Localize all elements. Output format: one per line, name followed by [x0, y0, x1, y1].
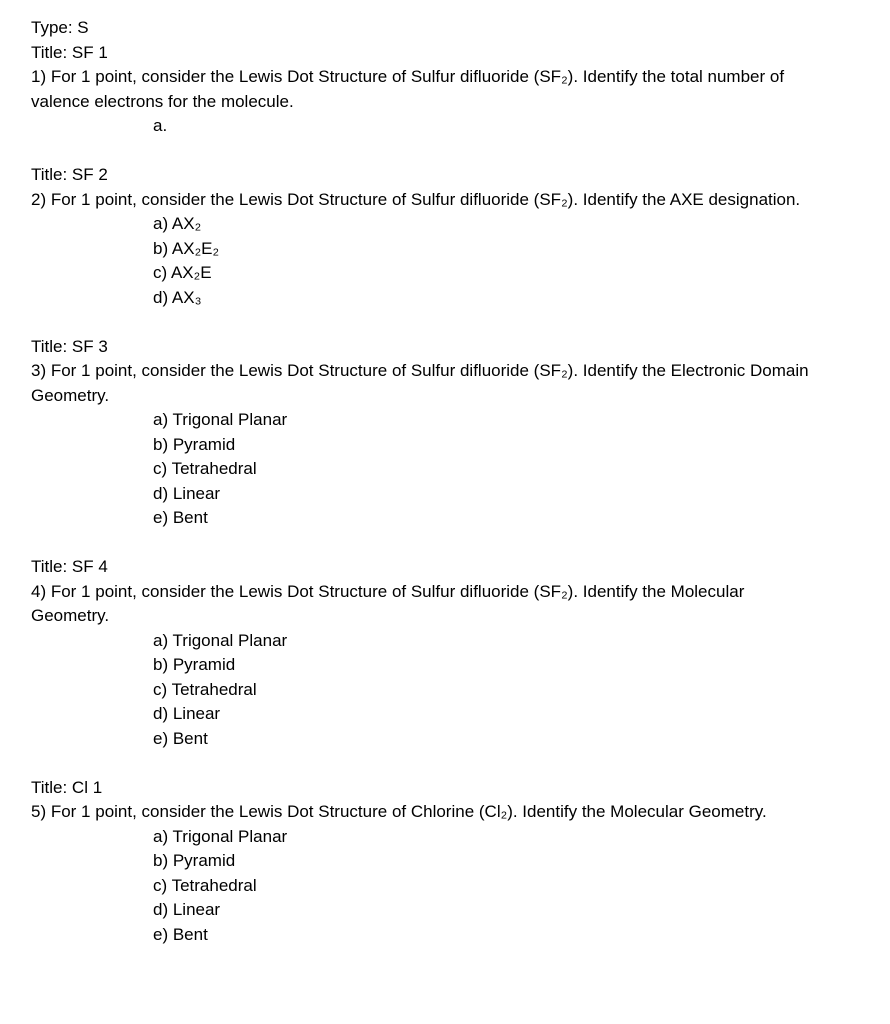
question-block-5	[31, 776, 831, 948]
question-block-3	[31, 335, 831, 531]
spacer	[31, 310, 831, 335]
answer-option: a) Trigonal Planar	[153, 826, 288, 846]
question-block-4	[31, 555, 831, 751]
answer-options	[31, 408, 831, 531]
question-title: Title: SF 2	[31, 165, 108, 184]
answer-options	[31, 212, 831, 310]
answer-options	[31, 825, 831, 948]
quiz-document	[31, 16, 831, 947]
answer-option: d) Linear	[153, 900, 221, 919]
answer-option: e) Bent	[153, 508, 208, 527]
question-title: Title: SF 4	[31, 557, 108, 576]
answer-options	[31, 629, 831, 752]
answer-option: d) Linear	[153, 704, 221, 723]
question-prompt: 5) For 1 point, consider the Lewis Dot Structure of Chlorine (Cl₂). Identify the Molecular Geometry.	[31, 802, 767, 821]
question-title: Title: Cl 1	[31, 777, 103, 797]
answer-option: a.	[153, 116, 168, 135]
answer-option: d) AX₃	[153, 287, 202, 307]
answer-option: b) Pyramid	[153, 655, 236, 674]
answer-option: a) Trigonal Planar	[153, 630, 288, 650]
question-prompt: 2) For 1 point, consider the Lewis Dot Structure of Sulfur difluoride (SF₂). Identify the AXE designation.	[31, 189, 801, 209]
answer-option: c) Tetrahedral	[153, 875, 257, 895]
question-title: Title: SF 3	[31, 336, 108, 356]
answer-option: b) Pyramid	[153, 851, 236, 870]
question-block-1	[31, 41, 831, 139]
answer-option: d) Linear	[153, 483, 221, 503]
answer-option: c) Tetrahedral	[153, 679, 257, 699]
question-prompt: 1) For 1 point, consider the Lewis Dot Structure of Sulfur difluoride (SF₂). Identify the total number of valence electrons for the molecule.	[31, 67, 785, 111]
question-title: Title: SF 1	[31, 42, 108, 62]
answer-option: a) Trigonal Planar	[153, 410, 288, 429]
answer-option: e) Bent	[153, 924, 208, 944]
question-prompt: 4) For 1 point, consider the Lewis Dot Structure of Sulfur difluoride (SF₂). Identify the Molecular Geometry.	[31, 581, 745, 625]
question-block-2	[31, 163, 831, 310]
answer-option: c) AX₂E	[153, 263, 212, 282]
answer-option: a) AX₂	[153, 214, 202, 233]
answer-options	[31, 114, 831, 139]
answer-option: e) Bent	[153, 728, 208, 748]
answer-option: b) Pyramid	[153, 434, 236, 454]
spacer	[31, 139, 831, 164]
answer-option: b) AX₂E₂	[153, 238, 220, 258]
spacer	[31, 531, 831, 556]
question-prompt: 3) For 1 point, consider the Lewis Dot Structure of Sulfur difluoride (SF₂). Identify the Electronic Domain Geometry.	[31, 361, 809, 405]
spacer	[31, 751, 831, 776]
type-line: Type: S	[31, 18, 89, 37]
answer-option: c) Tetrahedral	[153, 459, 257, 478]
